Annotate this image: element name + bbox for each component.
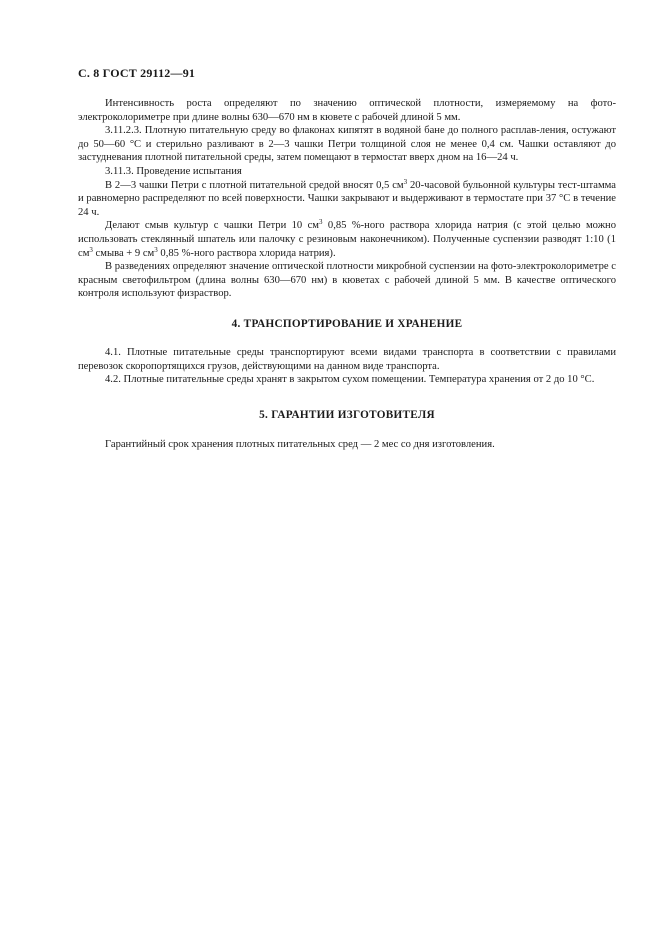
paragraph: 3.11.3. Проведение испытания <box>105 165 242 177</box>
paragraph: Гарантийный срок хранения плотных питательных сред — 2 мес со дня изготовления. <box>105 439 495 450</box>
section-3-text <box>78 97 616 301</box>
text-run: 0,85 %-ного раствора хлорида натрия). <box>157 247 336 259</box>
superscript: 3 <box>89 245 93 254</box>
section-4-heading: 4. ТРАНСПОРТИРОВАНИЕ И ХРАНЕНИЕ <box>231 318 463 330</box>
text-run: Делают смыв культур с чашки Петри 10 см <box>105 220 320 232</box>
text-run: В 2—3 чашки Петри с плотной питательной средой вносят 0,5 см <box>105 179 404 191</box>
text-run: 0,85 %-ного раствора хлорида натрия (с этой целью можно использовать стеклянный шпатель или палочку с резиновым наконечником). Полученные суспензии разводят 1:10 (1 см <box>78 220 616 259</box>
section-4-text <box>78 346 616 387</box>
paragraph <box>78 179 616 220</box>
paragraph: 3.11.2.3. Плотную питательную среду во флаконах кипятят в водяной бане до полного расплав-ления, остужают до 50—60 °С и стерильно разливают в 2—3 чашки Петри толщиной слоя не менее 0,4 см. Чашки оставляют до застудневания плотной питательной среды, затем помещают в термостат вверх дном на 16—24 ч. <box>78 125 616 164</box>
paragraph: В разведениях определяют значение оптической плотности микробной суспензии на фото-электроколориметре с красным светофильтром (длина волны 630—670 нм) в кюветах с рабочей длиной 5 мм. В качестве оптического контроля используют физраствор. <box>78 261 616 300</box>
paragraph: 4.1. Плотные питательные среды транспортируют всеми видами транспорта в соответствии с правилами перевозок скоропортящихся грузов, действующими на данном виде транспорта. <box>78 347 616 372</box>
section-5-text <box>78 438 616 452</box>
paragraph <box>78 219 616 260</box>
text-run: смыва + 9 см <box>92 247 155 259</box>
superscript: 3 <box>319 218 323 227</box>
superscript: 3 <box>154 245 158 254</box>
paragraph: 4.2. Плотные питательные среды хранят в закрытом сухом помещении. Температура хранения от 2 до 10 °С. <box>105 374 595 386</box>
paragraph: Интенсивность роста определяют по значению оптической плотности, измеряемому на фото-электроколориметре при длине волны 630—670 нм в кювете с рабочей длиной 5 мм. <box>78 98 616 123</box>
section-5-heading: 5. ГАРАНТИИ ИЗГОТОВИТЕЛЯ <box>259 409 435 421</box>
page-header: С. 8 ГОСТ 29112—91 <box>78 66 196 80</box>
superscript: 3 <box>403 177 408 186</box>
text-run: 20-часовой бульонной культуры тест-штамма и равномерно распределяют по всей поверхности. Чашки закрывают и выдерживают в термостате при 37 °С в течение 24 ч. <box>78 179 616 218</box>
